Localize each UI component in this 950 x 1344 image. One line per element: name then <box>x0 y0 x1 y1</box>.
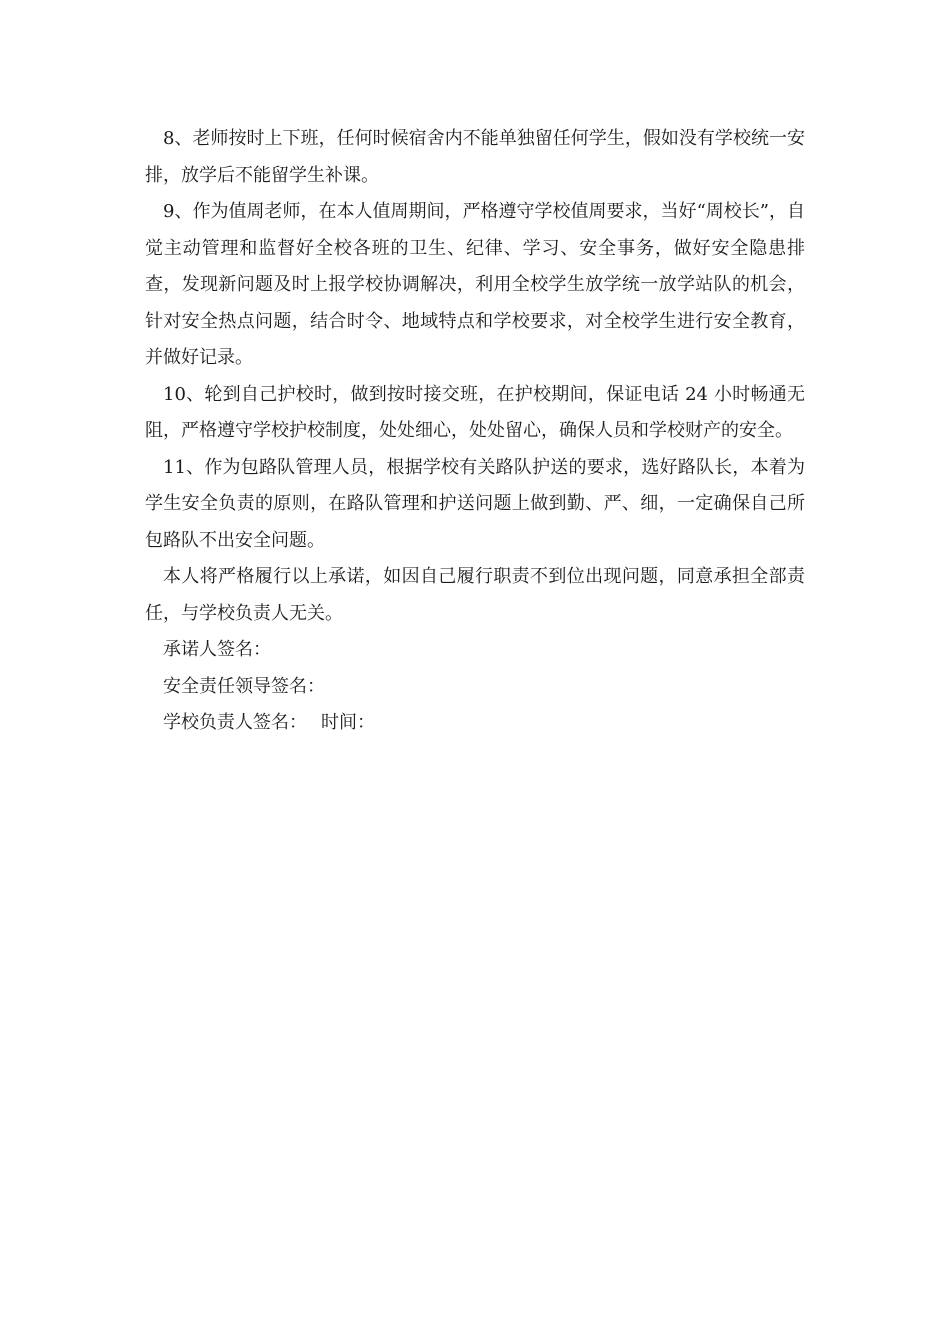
paragraph-item-8: 8、老师按时上下班，任何时候宿舍内不能单独留任何学生，假如没有学校统一安排，放学后不能留学生补课。 <box>145 128 805 186</box>
principal-signature-line <box>145 705 805 742</box>
promiser-signature-label: 承诺人签名： <box>163 639 271 660</box>
paragraph-item-9: 9、作为值周老师，在本人值周期间，严格遵守学校值周要求，当好“周校长”，自觉主动管理和监督好全校各班的卫生、纪律、学习、安全事务，做好安全隐患排查，发现新问题及时上报学校协调解决，利用全校学生放学统一放学站队的机会，针对安全热点问题，结合时令、地域特点和学校要求，对全校学生进行安全教育，并做好记录。 <box>145 201 805 368</box>
time-label: 时间： <box>321 712 375 733</box>
safety-leader-signature-line <box>145 669 805 706</box>
paragraph-item-11: 11、作为包路队管理人员，根据学校有关路队护送的要求，选好路队长，本着为学生安全负责的原则，在路队管理和护送问题上做到勤、严、细，一定确保自己所包路队不出安全问题。 <box>145 456 805 551</box>
commitment-statement: 本人将严格履行以上承诺，如因自己履行职责不到位出现问题，同意承担全部责任，与学校负责人无关。 <box>145 566 805 624</box>
principal-signature-label: 学校负责人签名： <box>163 712 307 733</box>
paragraph-item-10: 10、轮到自己护校时，做到按时接交班，在护校期间，保证电话 24 小时畅通无阻，严格遵守学校护校制度，处处细心，处处留心，确保人员和学校财产的安全。 <box>145 383 805 441</box>
document-body <box>145 121 805 742</box>
promiser-signature-line <box>145 632 805 669</box>
safety-leader-signature-label: 安全责任领导签名： <box>163 675 325 697</box>
